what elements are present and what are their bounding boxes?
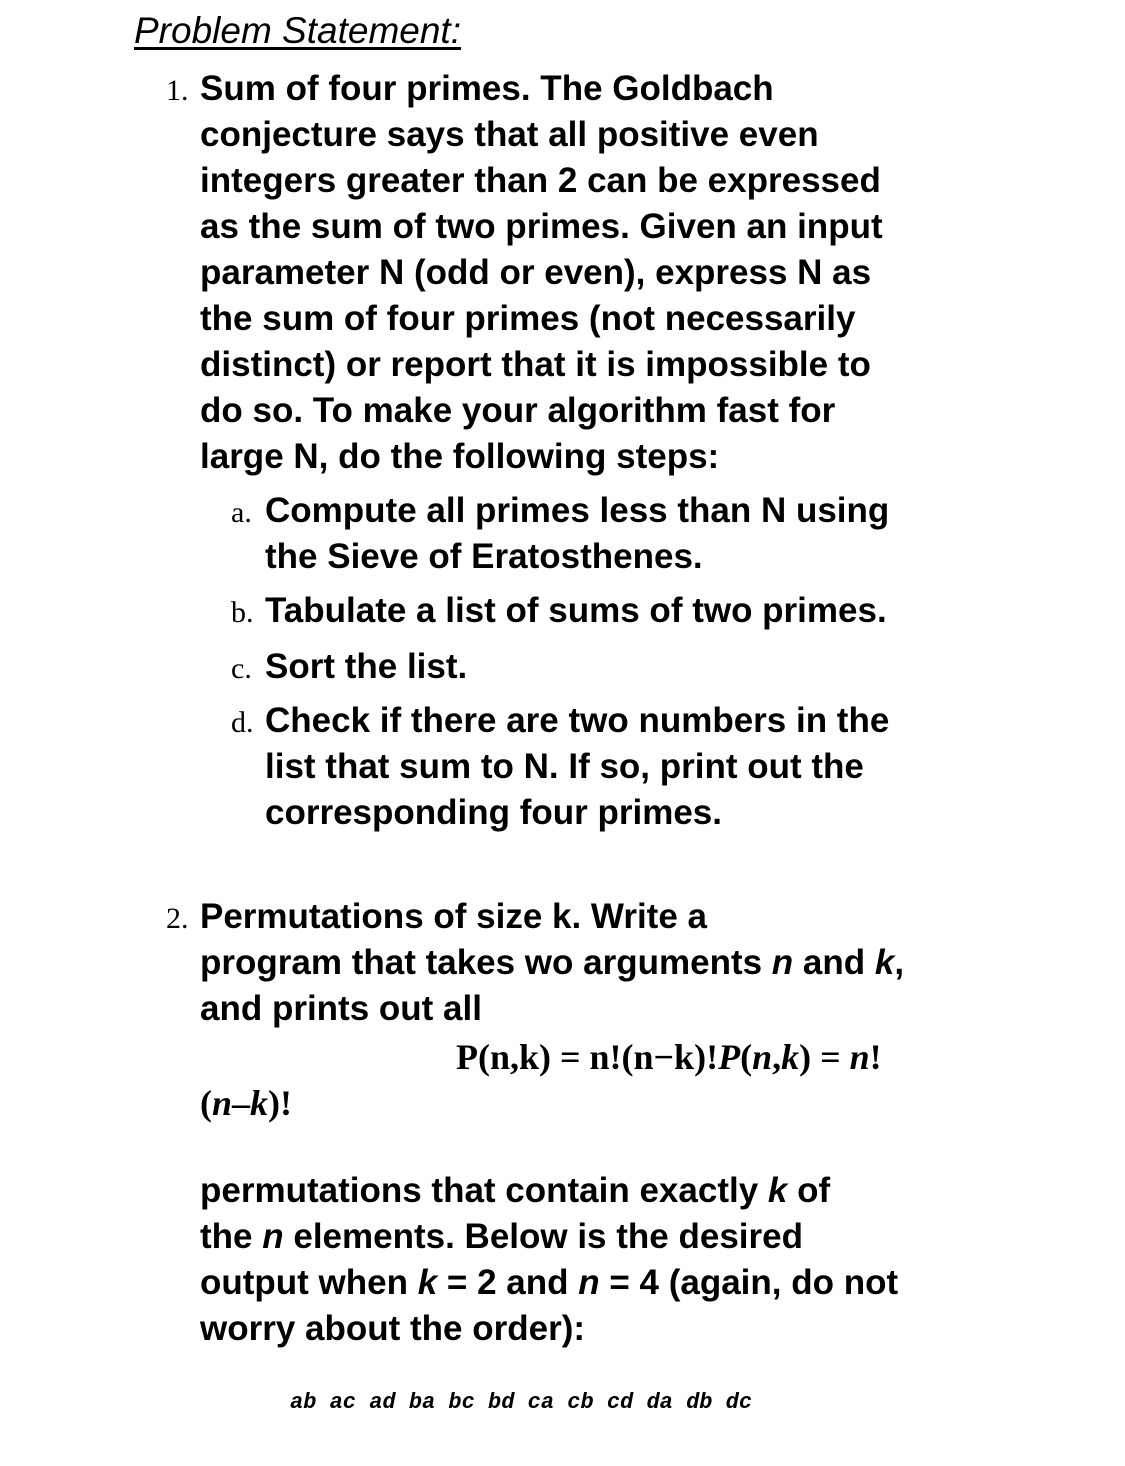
var-n: n bbox=[771, 943, 794, 982]
sample-output: ab ac ad ba bc bd ca cb cd da db dc bbox=[290, 1390, 753, 1415]
text-run: program that takes wo arguments bbox=[200, 943, 772, 982]
step-line: Tabulate a list of sums of two primes. bbox=[265, 591, 887, 630]
permutation-formula bbox=[456, 1034, 882, 1080]
problem-2-line bbox=[200, 1260, 898, 1306]
text-run: = 2 and bbox=[437, 1263, 579, 1302]
denom-n: n bbox=[212, 1083, 233, 1123]
step-b-label: b. bbox=[231, 596, 254, 629]
problem-1-number: 1. bbox=[166, 74, 189, 107]
step-d-text bbox=[265, 698, 889, 836]
text-run: output when bbox=[200, 1263, 418, 1302]
formula-comma: , bbox=[772, 1037, 782, 1077]
formula-k: k bbox=[781, 1037, 800, 1077]
var-k: k bbox=[767, 1171, 788, 1210]
problem-1-line: conjecture says that all positive even bbox=[200, 115, 819, 154]
problem-1-line: large N, do the following steps: bbox=[200, 437, 720, 476]
page-heading: Problem Statement: bbox=[134, 10, 461, 51]
problem-1-line: integers greater than 2 can be expressed bbox=[200, 161, 881, 200]
var-n: n bbox=[578, 1263, 600, 1302]
step-line: Check if there are two numbers in the bbox=[265, 701, 890, 740]
text-run: of bbox=[787, 1171, 831, 1210]
step-c-text bbox=[265, 644, 467, 690]
text-run: and bbox=[793, 943, 875, 982]
problem-1-text bbox=[200, 66, 883, 480]
problem-2-number: 2. bbox=[166, 902, 189, 935]
problem-2-line bbox=[200, 1214, 898, 1260]
step-line: Compute all primes less than N using bbox=[265, 491, 890, 530]
text-run: , bbox=[894, 943, 905, 982]
text-run: permutations that contain exactly bbox=[200, 1171, 768, 1210]
problem-2-line: worry about the order): bbox=[200, 1309, 586, 1348]
problem-1-line: Sum of four primes. The Goldbach bbox=[200, 69, 774, 108]
text-run: the bbox=[200, 1217, 263, 1256]
problem-1-line: distinct) or report that it is impossible to bbox=[200, 345, 871, 384]
formula-n: n bbox=[752, 1037, 773, 1077]
denom-minus: – bbox=[232, 1083, 251, 1123]
step-c-label: c. bbox=[231, 652, 252, 685]
var-k: k bbox=[417, 1263, 438, 1302]
step-line: the Sieve of Eratosthenes. bbox=[265, 537, 703, 576]
step-a-label: a. bbox=[231, 496, 252, 529]
problem-2-description bbox=[200, 1168, 898, 1352]
problem-1-line: parameter N (odd or even), express N as bbox=[200, 253, 872, 292]
formula-P: P bbox=[718, 1037, 741, 1077]
problem-2-intro bbox=[200, 894, 904, 1032]
problem-2-line: Permutations of size k. Write a bbox=[200, 897, 707, 936]
var-n: n bbox=[262, 1217, 284, 1256]
formula-plain: P(n,k) = n!(n−k)! bbox=[456, 1037, 719, 1077]
formula-open: ( bbox=[740, 1037, 753, 1077]
text-run: = 4 (again, do not bbox=[599, 1263, 899, 1302]
text-run: elements. Below is the desired bbox=[283, 1217, 803, 1256]
step-line: Sort the list. bbox=[265, 647, 468, 686]
formula-n2: n bbox=[849, 1037, 870, 1077]
problem-2-line bbox=[200, 940, 904, 986]
step-line: corresponding four primes. bbox=[265, 793, 722, 832]
problem-1-line: the sum of four primes (not necessarily bbox=[200, 299, 856, 338]
step-line: list that sum to N. If so, print out the bbox=[265, 747, 864, 786]
denom-k: k bbox=[250, 1083, 269, 1123]
problem-1-line: as the sum of two primes. Given an input bbox=[200, 207, 883, 246]
problem-2-line bbox=[200, 1168, 898, 1214]
step-a-text bbox=[265, 488, 889, 580]
formula-denominator bbox=[200, 1080, 292, 1126]
var-k: k bbox=[874, 943, 895, 982]
problem-1-line: do so. To make your algorithm fast for bbox=[200, 391, 836, 430]
step-b-text bbox=[265, 588, 887, 634]
problem-2-line: and prints out all bbox=[200, 989, 482, 1028]
formula-bang: ! bbox=[869, 1037, 882, 1077]
denom-close: )! bbox=[268, 1083, 293, 1123]
formula-close: ) = bbox=[799, 1037, 850, 1077]
step-d-label: d. bbox=[231, 706, 254, 739]
denom-open: ( bbox=[200, 1083, 212, 1123]
